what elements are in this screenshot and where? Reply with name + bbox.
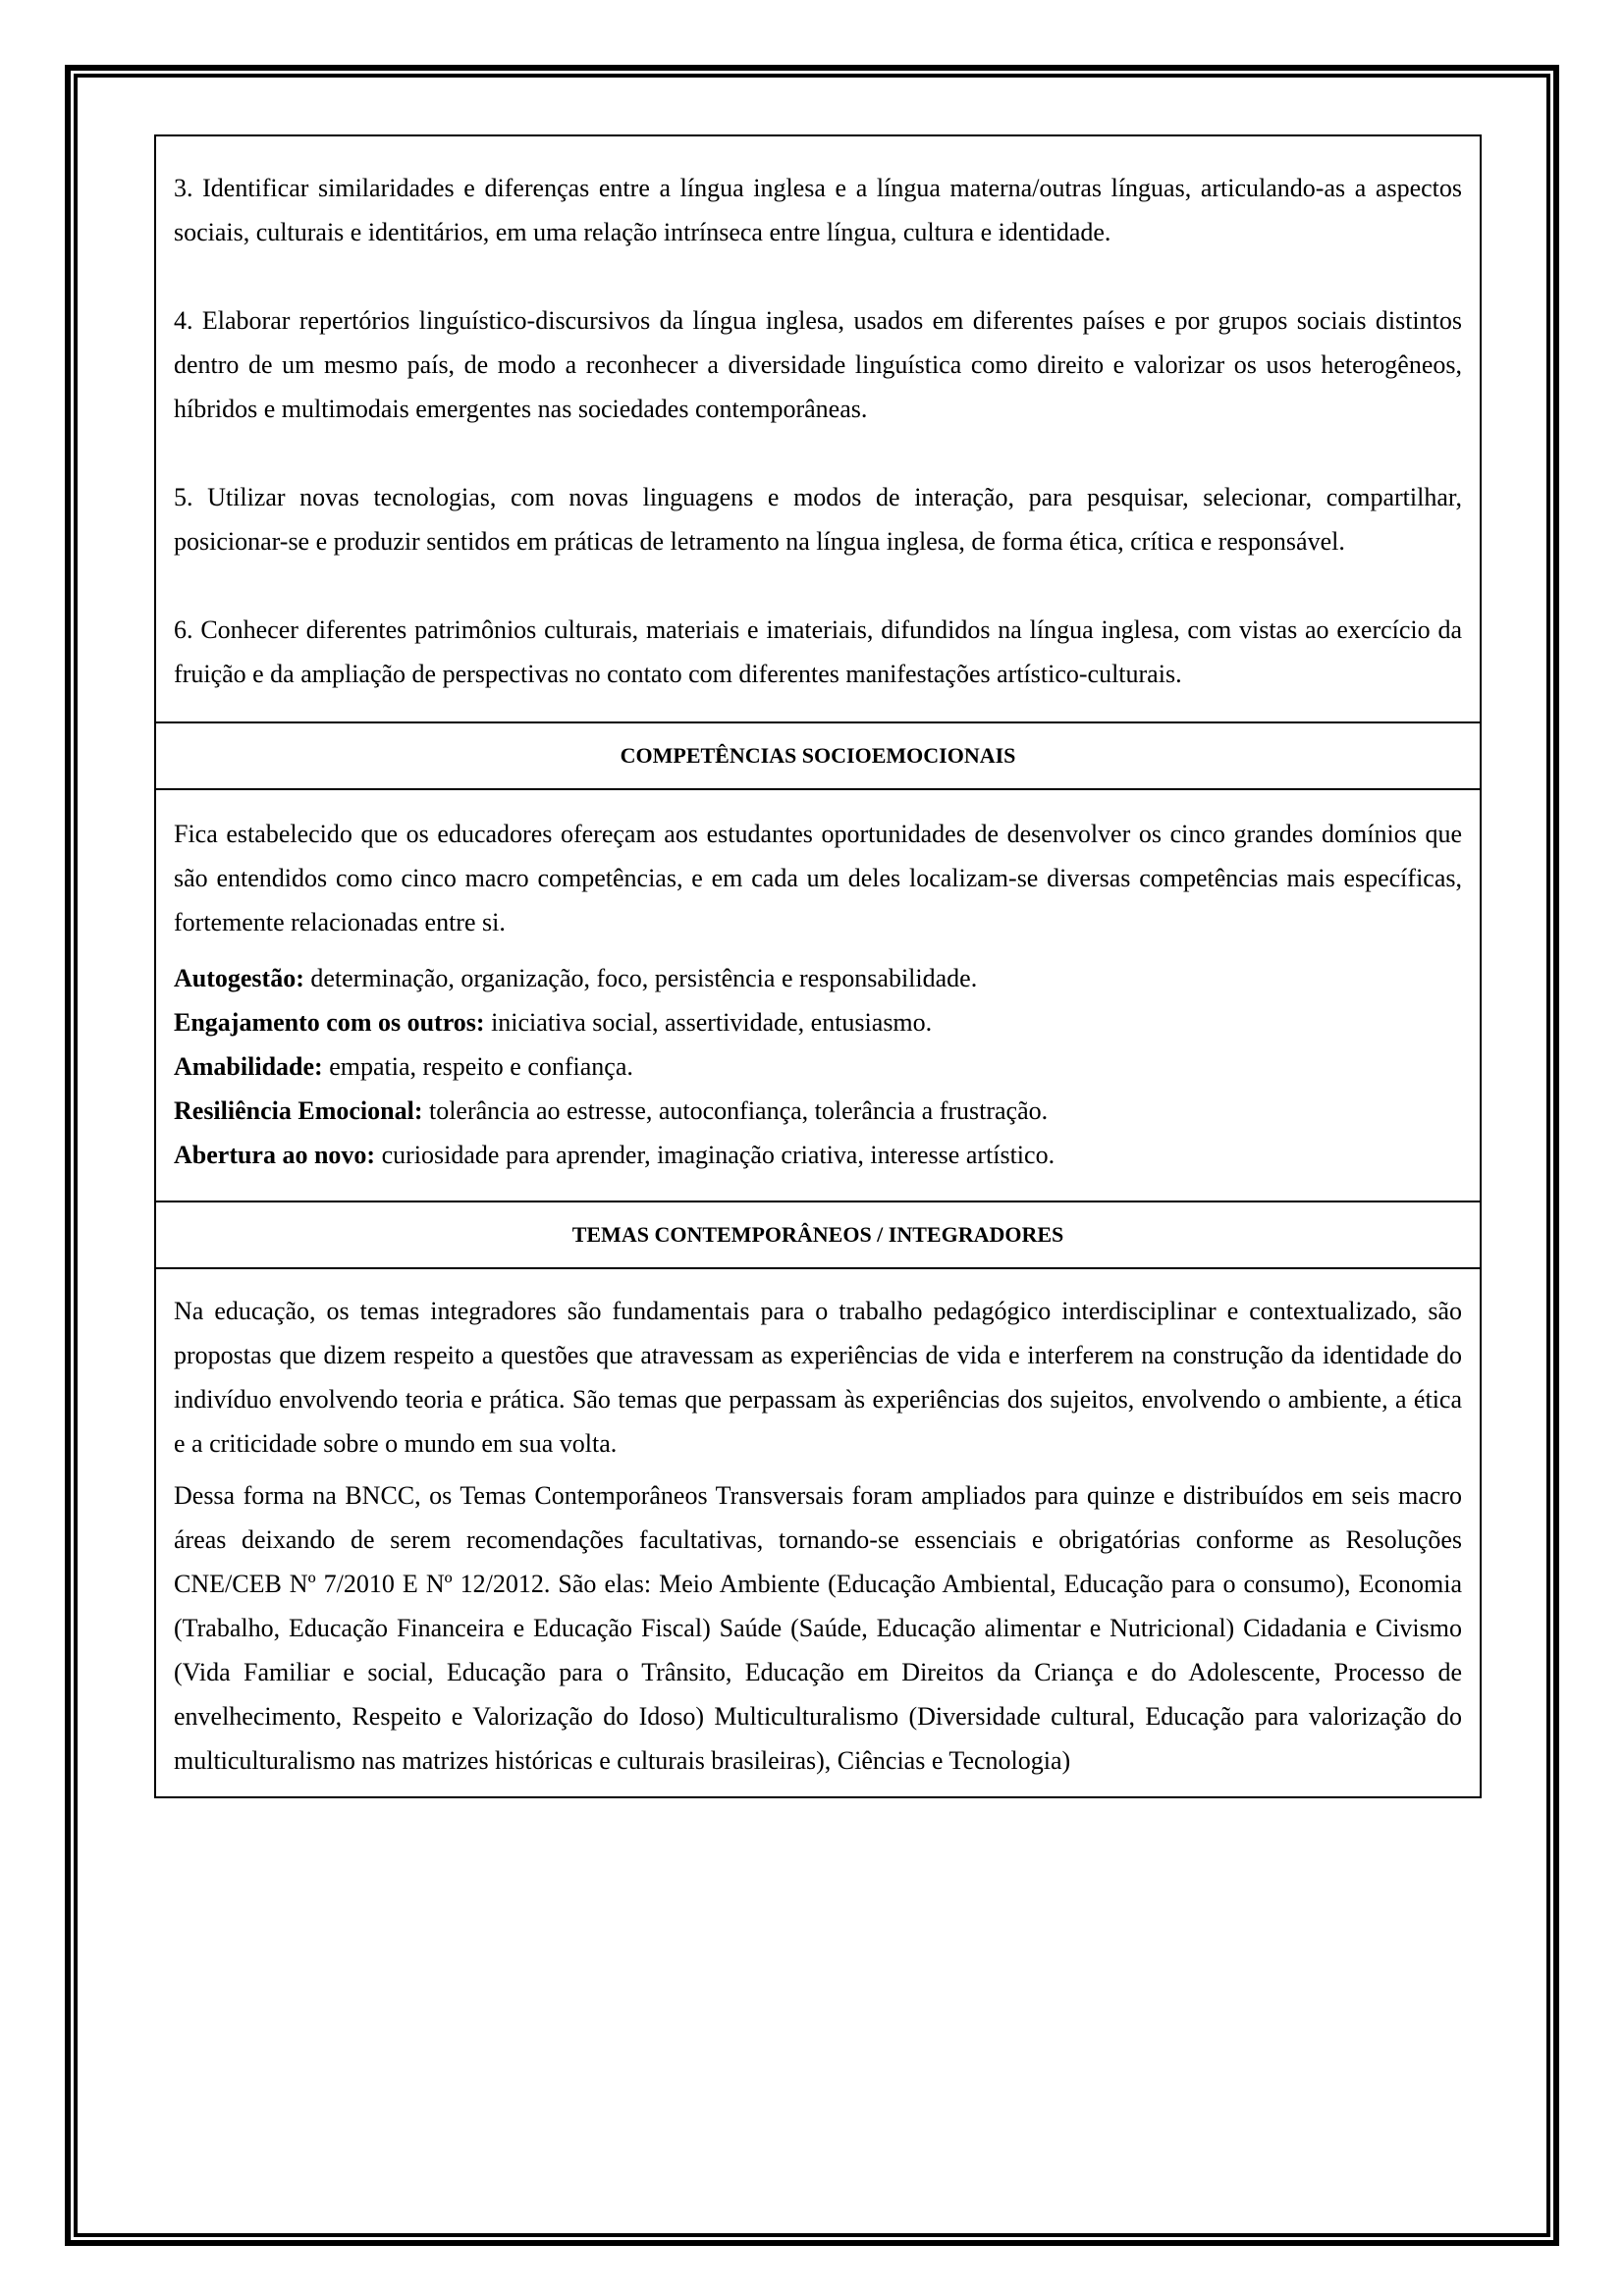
socioemocionais-cell [156, 790, 1480, 1202]
socio-item [174, 1000, 1462, 1044]
temas-heading: TEMAS CONTEMPORÂNEOS / INTEGRADORES [156, 1202, 1480, 1269]
socio-desc: empatia, respeito e confiança. [322, 1052, 633, 1081]
competencia-item: 6. Conhecer diferentes patrimônios culturais, materiais e imateriais, difundidos na língua inglesa, com vistas ao exercício da fruição e da ampliação de perspectivas no contato com diferentes manifestações artístico-culturais. [174, 615, 1462, 688]
socio-item [174, 956, 1462, 1000]
socioemocionais-intro: Fica estabelecido que os educadores ofereçam aos estudantes oportunidades de desenvolver os cinco grandes domínios que são entendidos como cinco macro competências, e em cada um deles localizam-se diversas competências mais específicas, fortemente relacionadas entre si. [174, 820, 1462, 936]
temas-paragraph: Na educação, os temas integradores são fundamentais para o trabalho pedagógico interdisciplinar e contextualizado, são propostas que dizem respeito a questões que atravessam as experiências de vida e interferem na construção da identidade do indivíduo envolvendo teoria e prática. São temas que perpassam às experiências dos sujeitos, envolvendo o ambiente, a ética e a criticidade sobre o mundo em sua volta. [174, 1297, 1462, 1458]
socio-term: Engajamento com os outros: [174, 1008, 485, 1037]
competencia-item: 4. Elaborar repertórios linguístico-discursivos da língua inglesa, usados em diferentes países e por grupos sociais distintos dentro de um mesmo país, de modo a reconhecer a diversidade linguística como direito e valorizar os usos heterogêneos, híbridos e multimodais emergentes nas sociedades contemporâneas. [174, 306, 1462, 423]
socio-desc: iniciativa social, assertividade, entusiasmo. [484, 1008, 933, 1037]
socio-term: Amabilidade: [174, 1052, 323, 1081]
socio-term: Autogestão: [174, 964, 304, 992]
competencia-item: 5. Utilizar novas tecnologias, com novas linguagens e modos de interação, para pesquisar, selecionar, compartilhar, posicionar-se e produzir sentidos em práticas de letramento na língua inglesa, de forma ética, crítica e responsável. [174, 483, 1462, 556]
socio-item [174, 1044, 1462, 1089]
socio-desc: tolerância ao estresse, autoconfiança, tolerância a frustração. [422, 1096, 1049, 1125]
competencia-item: 3. Identificar similaridades e diferenças entre a língua inglesa e a língua materna/outras línguas, articulando-as a aspectos sociais, culturais e identitários, em uma relação intrínseca entre língua, cultura e identidade. [174, 174, 1462, 246]
competencias-especificas-cell [156, 136, 1480, 723]
socio-item [174, 1089, 1462, 1133]
socio-desc: curiosidade para aprender, imaginação criativa, interesse artístico. [375, 1141, 1056, 1169]
socio-term: Abertura ao novo: [174, 1141, 376, 1169]
socio-item [174, 1133, 1462, 1177]
temas-cell [156, 1269, 1480, 1796]
socio-desc: determinação, organização, foco, persistência e responsabilidade. [303, 964, 978, 992]
socio-term: Resiliência Emocional: [174, 1096, 423, 1125]
temas-paragraph: Dessa forma na BNCC, os Temas Contemporâneos Transversais foram ampliados para quinze e distribuídos em seis macro áreas deixando de serem recomendações facultativas, tornando-se essenciais e obrigatórias conforme as Resoluções CNE/CEB Nº 7/2010 E Nº 12/2012. São elas: Meio Ambiente (Educação Ambiental, Educação para o consumo), Economia (Trabalho, Educação Financeira e Educação Fiscal) Saúde (Saúde, Educação alimentar e Nutricional) Cidadania e Civismo (Vida Familiar e social, Educação para o Trânsito, Educação em Direitos da Criança e do Adolescente, Processo de envelhecimento, Respeito e Valorização do Idoso) Multiculturalismo (Diversidade cultural, Educação para valorização do multiculturalismo nas matrizes históricas e culturais brasileiras), Ciências e Tecnologia) [174, 1481, 1462, 1775]
content-table [154, 134, 1482, 1798]
socioemocionais-heading: COMPETÊNCIAS SOCIOEMOCIONAIS [156, 723, 1480, 790]
